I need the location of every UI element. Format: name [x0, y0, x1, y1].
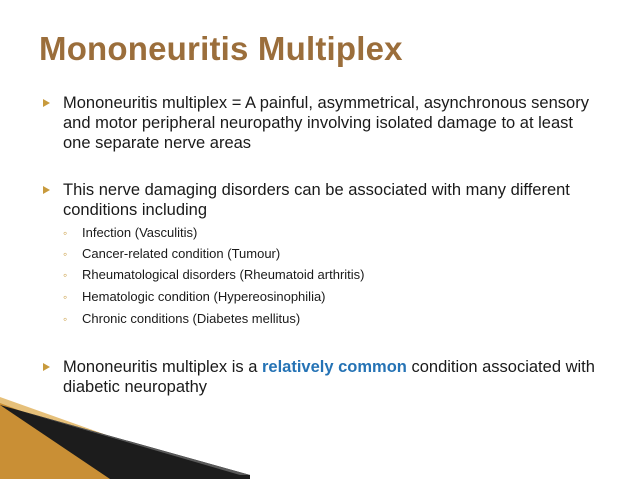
circle-bullet-icon: ◦ — [63, 290, 68, 304]
sub-bullet-3: Rheumatological disorders (Rheumatoid arthritis) — [82, 267, 365, 282]
bullet-1: Mononeuritis multiplex = A painful, asymmetrical, asynchronous sensory and motor peripheral neuropathy involving isolated damage to at least one separate nerve areas — [63, 94, 589, 152]
slide-title: Mononeuritis Multiplex — [39, 30, 403, 67]
bullet-3-text-before: Mononeuritis multiplex is a — [63, 358, 262, 376]
sub-bullet-2: Cancer-related condition (Tumour) — [82, 246, 281, 261]
bullet-arrow-icon — [43, 363, 50, 371]
bullet-arrow-icon — [43, 186, 50, 194]
circle-bullet-icon: ◦ — [63, 247, 68, 261]
highlighted-phrase: relatively common — [262, 358, 407, 376]
sub-bullet-4: Hematologic condition (Hypereosinophilia) — [82, 289, 326, 304]
bullet-arrow-icon — [43, 99, 50, 107]
bullet-2: This nerve damaging disorders can be associated with many different conditions including — [63, 181, 570, 219]
sub-bullet-1: Infection (Vasculitis) — [82, 225, 198, 240]
circle-bullet-icon: ◦ — [63, 226, 68, 240]
corner-swoosh-decoration — [0, 389, 638, 479]
bullet-3-text-after: condition associated with diabetic neuropathy — [63, 358, 595, 396]
sub-bullet-5: Chronic conditions (Diabetes mellitus) — [82, 311, 301, 326]
circle-bullet-icon: ◦ — [63, 268, 68, 282]
circle-bullet-icon: ◦ — [63, 312, 68, 326]
